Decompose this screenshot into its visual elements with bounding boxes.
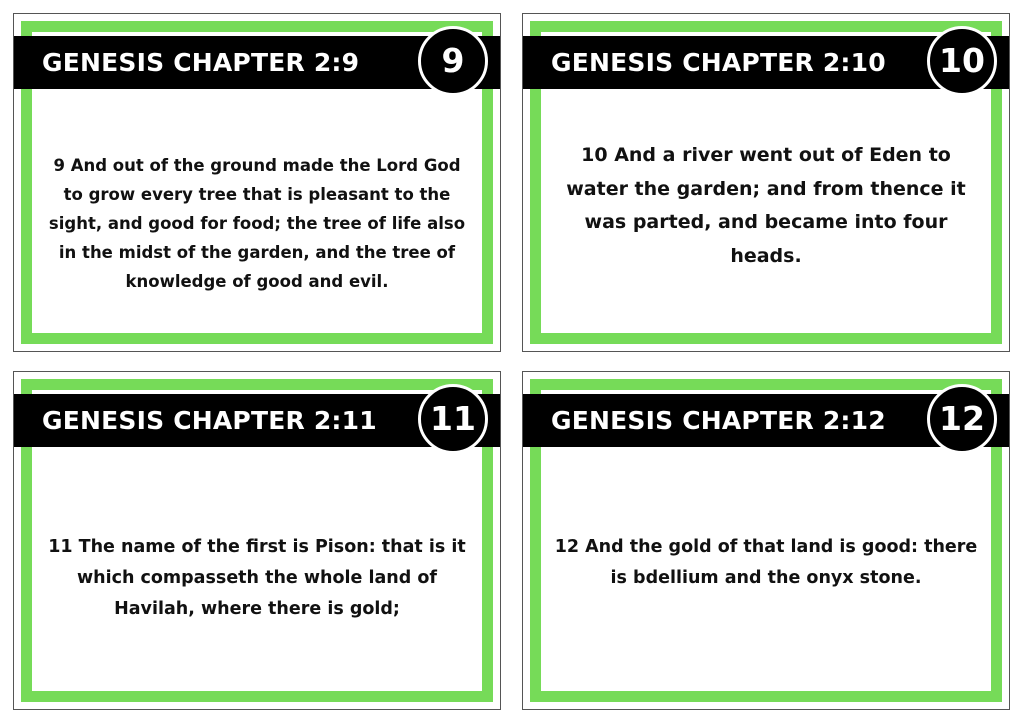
card-title: GENESIS CHAPTER 2:10	[551, 48, 886, 77]
card-title: GENESIS CHAPTER 2:11	[42, 406, 377, 435]
verse-text: 11 The name of the first is Pison: that is it which compasseth the whole land of Havilah, where there is gold;	[48, 537, 466, 619]
verse-text: 10 And a river went out of Eden to water the garden; and from thence it was parted, and became into four heads.	[566, 144, 966, 267]
verse-card-12	[522, 371, 1010, 710]
verse-card-9	[13, 13, 501, 352]
verse-card-10	[522, 13, 1010, 352]
verse-card-11	[13, 371, 501, 710]
verse-text: 12 And the gold of that land is good: there is bdellium and the onyx stone.	[554, 537, 978, 588]
verse-text: 9 And out of the ground made the Lord God to grow every tree that is pleasant to the sight, and good for food; the tree of life also in the midst of the garden, and the tree of knowledge of good and evil.	[48, 156, 466, 291]
verse-number-badge: 12	[927, 384, 997, 454]
verse-number-badge: 10	[927, 26, 997, 96]
card-title: GENESIS CHAPTER 2:12	[551, 406, 886, 435]
verse-number-badge: 11	[418, 384, 488, 454]
verse-number-badge: 9	[418, 26, 488, 96]
card-title: GENESIS CHAPTER 2:9	[42, 48, 360, 77]
